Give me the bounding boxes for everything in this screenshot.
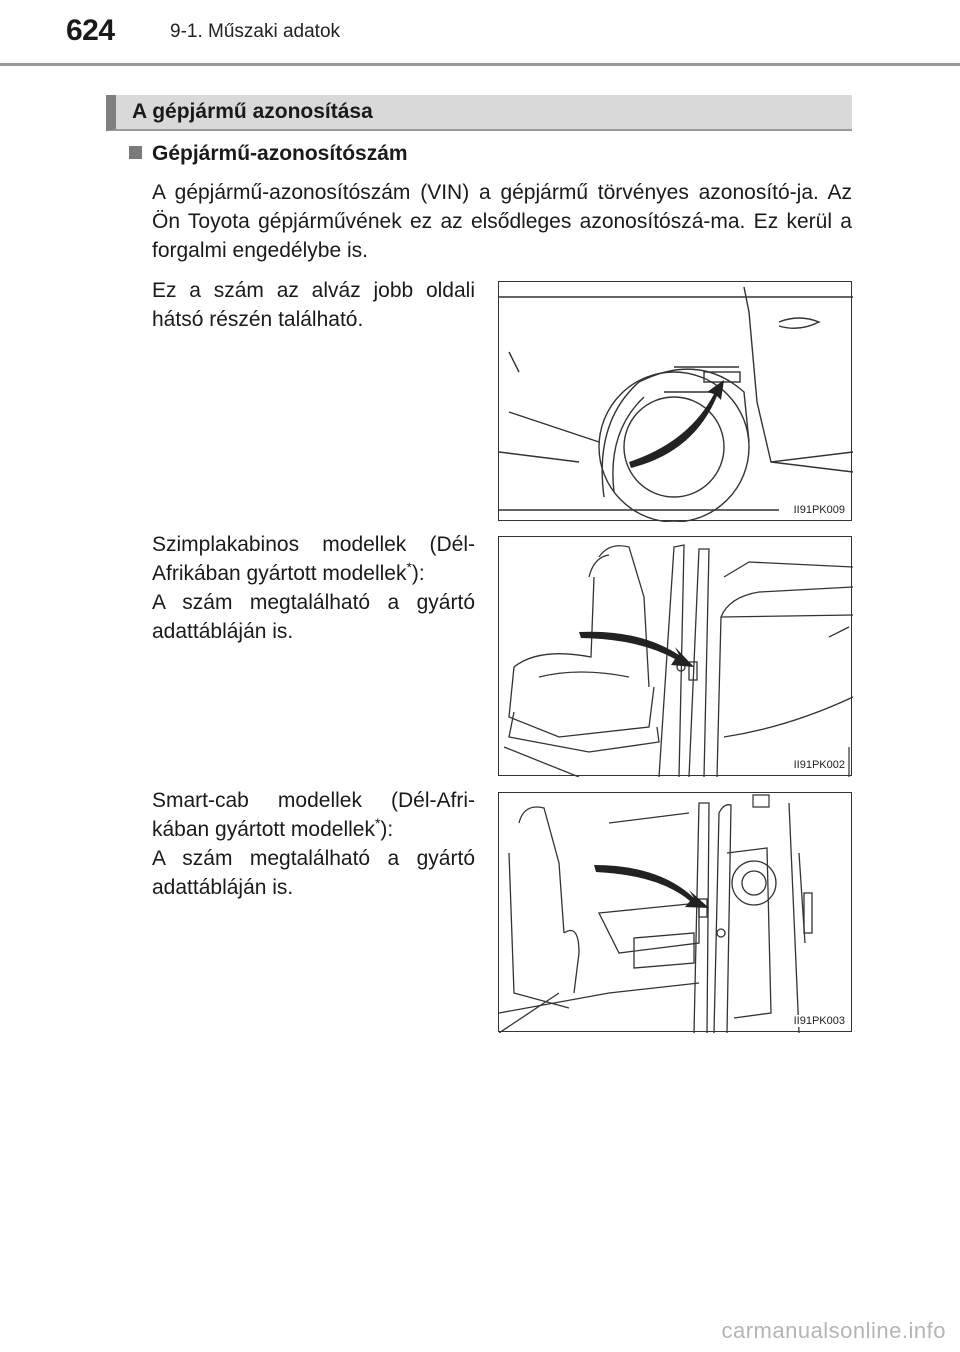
entry-text-1 xyxy=(152,276,475,334)
header-rule xyxy=(0,63,960,66)
entry-3-paragraph-1 xyxy=(152,786,475,844)
watermark: carmanualsonline.info xyxy=(721,1318,946,1343)
entry-2-text-end: ): xyxy=(411,562,425,585)
figure-smart-cab xyxy=(498,792,852,1032)
smart-cab-door-pillar-illustration-icon xyxy=(499,793,853,1033)
chapter-title: 9-1. Műszaki adatok xyxy=(170,21,341,42)
intro-paragraph: A gépjármű-azonosítószám (VIN) a gépjármű törvényes azonosító-ja. Az Ön Toyota gépjárművének ez az elsődleges azonosítószá-ma. Ez kerül a forgalmi engedélybe is. xyxy=(152,181,852,262)
section-title-bar xyxy=(106,95,852,131)
entry-2-text: Szimplakabinos modellek (Dél-Afrikában gyártott modellek xyxy=(152,533,475,585)
entry-2-paragraph-2: A szám megtalálható a gyártó adattábláján is. xyxy=(152,591,475,643)
footnote-star: * xyxy=(406,559,412,575)
entry-1-paragraph: Ez a szám az alváz jobb oldali hátsó részén található. xyxy=(152,279,475,331)
entry-3-paragraph-2: A szám megtalálható a gyártó adattábláján is. xyxy=(152,847,475,899)
chassis-wheel-illustration-icon xyxy=(499,282,853,522)
entry-2-paragraph-1 xyxy=(152,530,475,588)
section-title: A gépjármű azonosítása xyxy=(132,100,373,123)
figure-code: II91PK002 xyxy=(790,759,845,771)
square-bullet-icon xyxy=(129,146,142,159)
subheading-text: Gépjármű-azonosítószám xyxy=(152,142,408,165)
page-number: 624 xyxy=(66,14,115,47)
entry-3-text-end: ): xyxy=(380,818,394,841)
figure-code: II91PK003 xyxy=(790,1015,845,1027)
entry-3-text: Smart-cab modellek (Dél-Afri-kában gyártott modellek xyxy=(152,789,475,841)
entry-text-2 xyxy=(152,530,475,646)
entry-text-3 xyxy=(152,786,475,902)
footnote-star: * xyxy=(374,815,381,831)
figure-code: II91PK009 xyxy=(790,504,845,516)
subheading xyxy=(129,142,408,166)
figure-single-cab xyxy=(498,536,852,776)
figure-chassis xyxy=(498,281,852,521)
single-cab-door-pillar-illustration-icon xyxy=(499,537,853,777)
